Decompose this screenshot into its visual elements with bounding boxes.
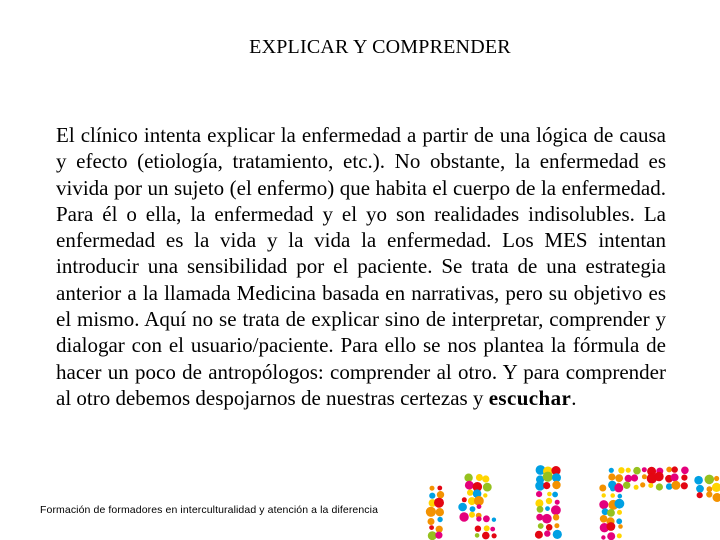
footer-caption: Formación de formadores en interculturalidad y atención a la diferencia xyxy=(40,504,379,516)
body-main-text: El clínico intenta explicar la enfermedad a partir de una lógica de causa y efecto (etiología, tratamiento, etc.). No obstante, la enfermedad es vivida por un sujeto (el enfermo) que habita el cuerpo de la enfermedad. Para él o ella, la enfermedad y el yo son realidades indisolubles. La enfermedad es la vida y la vida la enfermedad. Los MES intentan introducir una sensibilidad por el paciente. Se trata de una estrategia anterior a la llamada Medicina basada en narrativas, pero su objetivo es el mismo. Aquí no se trata de explicar sino de interpretar, comprender y dialogar con el usuario/paciente. Para ello se nos plantea la fórmula de hacer un poco de antropólogos: comprender al otro. Y para comprender al otro debemos despojarnos de nuestras certezas y xyxy=(56,123,666,410)
slide-title: EXPLICAR Y COMPRENDER xyxy=(249,36,511,58)
body-paragraph xyxy=(56,122,666,411)
body-end: . xyxy=(571,385,577,410)
body-emphasis: escuchar xyxy=(488,385,572,410)
